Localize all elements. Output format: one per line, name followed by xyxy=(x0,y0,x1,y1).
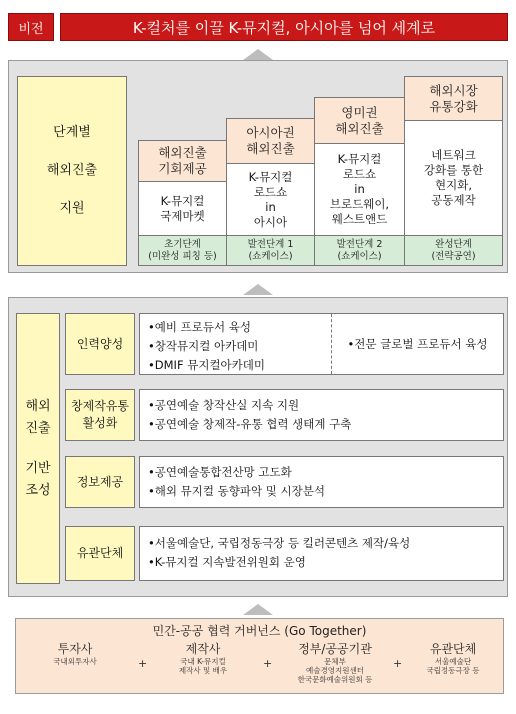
up-arrow-icon xyxy=(243,604,273,615)
gov-group-name: 투자사 xyxy=(57,642,93,656)
gov-group-sub: 한국문화예술위원회 등 xyxy=(297,675,373,684)
gov-group-producer xyxy=(153,640,253,690)
step-4-foot xyxy=(404,235,503,266)
step-foot-line: (미완성 피칭 등) xyxy=(148,250,217,262)
row-item: •예비 프로듀서 육성 xyxy=(148,320,251,334)
row-item: •공연예술 창제작-유통 협력 생태계 구축 xyxy=(148,417,352,431)
step-head-line: 해외진출 xyxy=(246,141,295,156)
step-body-line: K-뮤지컬 xyxy=(160,193,205,208)
row-item: •K-뮤지컬 지속발전위원회 운영 xyxy=(148,555,306,569)
step-1-body xyxy=(138,181,227,236)
step-foot-line: (쇼케이스) xyxy=(337,250,382,262)
gov-group-sub: 서울예술단 xyxy=(434,657,472,666)
stage-left-label-line: 해외진출 xyxy=(46,163,98,178)
gov-group-name: 유관단체 xyxy=(429,642,477,656)
step-body-line: 강화를 통한 xyxy=(423,163,484,177)
step-3-foot xyxy=(314,235,405,266)
step-foot-line: 초기단계 xyxy=(164,238,201,250)
step-body-line: 공동제작 xyxy=(431,193,476,207)
step-1-head xyxy=(138,140,227,182)
step-head-line: 유통강화 xyxy=(429,98,478,114)
vision-statement: K-컬처를 이끌 K-뮤지컬, 아시아를 넘어 세계로 xyxy=(60,13,508,41)
step-body-line: 로드쇼 xyxy=(253,184,288,199)
step-2-body xyxy=(226,163,315,236)
step-body-line: K-뮤지컬 xyxy=(337,152,382,166)
step-body-line: 브로드웨이, xyxy=(329,197,390,211)
row-label-line: 활성화 xyxy=(82,416,118,430)
gov-group-sub: 국내외투자사 xyxy=(53,657,97,666)
row-extra-item: •전문 글로벌 프로듀서 육성 xyxy=(347,337,488,351)
governance-title: 민간-공공 협력 거버넌스 (Go Together) xyxy=(152,623,367,638)
row-label-related-orgs: 유관단체 xyxy=(65,526,135,581)
step-head-line: 해외진출 xyxy=(335,120,384,136)
gov-group-related xyxy=(405,640,501,690)
gov-group-government xyxy=(280,640,390,692)
row-label-information: 정보제공 xyxy=(65,456,135,508)
stage-left-label-line: 지원 xyxy=(59,201,85,216)
step-body-line: K-뮤지컬 xyxy=(248,169,293,184)
plus-sign: + xyxy=(138,657,148,670)
step-4-body xyxy=(404,120,503,236)
row-label-line: 창제작유통 xyxy=(71,399,129,413)
gov-group-sub: 국내 K-뮤지컬 xyxy=(180,657,226,666)
step-head-line: 아시아권 xyxy=(246,125,295,140)
step-body-line: 현지화, xyxy=(435,178,472,192)
gov-group-sub: 예술경영지원센터 xyxy=(306,666,364,675)
gov-group-name: 제작사 xyxy=(185,642,221,656)
row-content-related-orgs xyxy=(139,526,504,581)
row-content-production xyxy=(139,389,504,441)
row-content-information xyxy=(139,456,504,508)
step-body-line: in xyxy=(265,199,276,214)
step-3-body xyxy=(314,143,405,236)
row-item: •창작뮤지컬 아카데미 xyxy=(148,339,259,353)
row-item: •해외 뮤지컬 동향파악 및 시장분석 xyxy=(148,484,325,498)
gov-group-sub: 국립정동극장 등 xyxy=(426,666,480,675)
step-head-line: 영미권 xyxy=(341,104,378,120)
step-body-line: 웨스트앤드 xyxy=(331,212,388,226)
step-foot-line: (쇼케이스) xyxy=(248,250,293,262)
plus-sign: + xyxy=(393,657,403,670)
row-item: •공연예술 창작산실 지속 지원 xyxy=(148,398,300,412)
step-body-line: 네트워크 xyxy=(431,148,476,162)
step-1-foot xyxy=(138,235,227,266)
gov-group-investor xyxy=(30,640,120,690)
step-head-line: 기회제공 xyxy=(158,161,207,176)
side-label-line: 해외 xyxy=(25,398,51,414)
gov-group-sub: 제작사 및 배우 xyxy=(178,666,228,675)
step-4-head xyxy=(404,76,503,121)
row-item: •공연예술통합전산망 고도화 xyxy=(148,465,292,479)
row-label-production xyxy=(65,389,135,441)
step-body-line: 아시아 xyxy=(253,214,288,229)
row-label-personnel: 인력양성 xyxy=(65,313,135,375)
step-foot-line: 완성단계 xyxy=(435,238,472,250)
up-arrow-icon xyxy=(243,284,273,295)
step-head-line: 해외진출 xyxy=(158,145,207,160)
stage-left-label-line: 단계별 xyxy=(53,125,91,140)
step-body-line: 국제마켓 xyxy=(160,208,205,223)
gov-group-sub: 문체부 xyxy=(324,657,346,666)
step-body-line: 로드쇼 xyxy=(342,167,377,181)
row-item: •서울예술단, 국립정동극장 등 킬러콘텐츠 제작/육성 xyxy=(148,536,411,550)
foundation-side-label xyxy=(16,313,60,584)
vision-label: 비전 xyxy=(8,13,54,41)
step-3-head xyxy=(314,97,405,144)
step-foot-line: (전략공연) xyxy=(431,250,476,262)
stage-left-label xyxy=(17,76,127,266)
step-foot-line: 발전단계 1 xyxy=(247,238,294,250)
row-item: •DMIF 뮤지컬아카데미 xyxy=(148,358,265,372)
step-foot-line: 발전단계 2 xyxy=(336,238,383,250)
side-label-line: 기반 xyxy=(25,460,51,476)
side-label-line: 진출 xyxy=(25,420,51,436)
plus-sign: + xyxy=(263,657,273,670)
gov-group-name: 정부/공공기관 xyxy=(298,642,372,656)
step-body-line: in xyxy=(354,182,365,196)
side-label-line: 조성 xyxy=(25,482,51,498)
step-head-line: 해외시장 xyxy=(429,82,478,98)
up-arrow-icon xyxy=(243,49,273,60)
step-2-foot xyxy=(226,235,315,266)
step-2-head xyxy=(226,118,315,164)
